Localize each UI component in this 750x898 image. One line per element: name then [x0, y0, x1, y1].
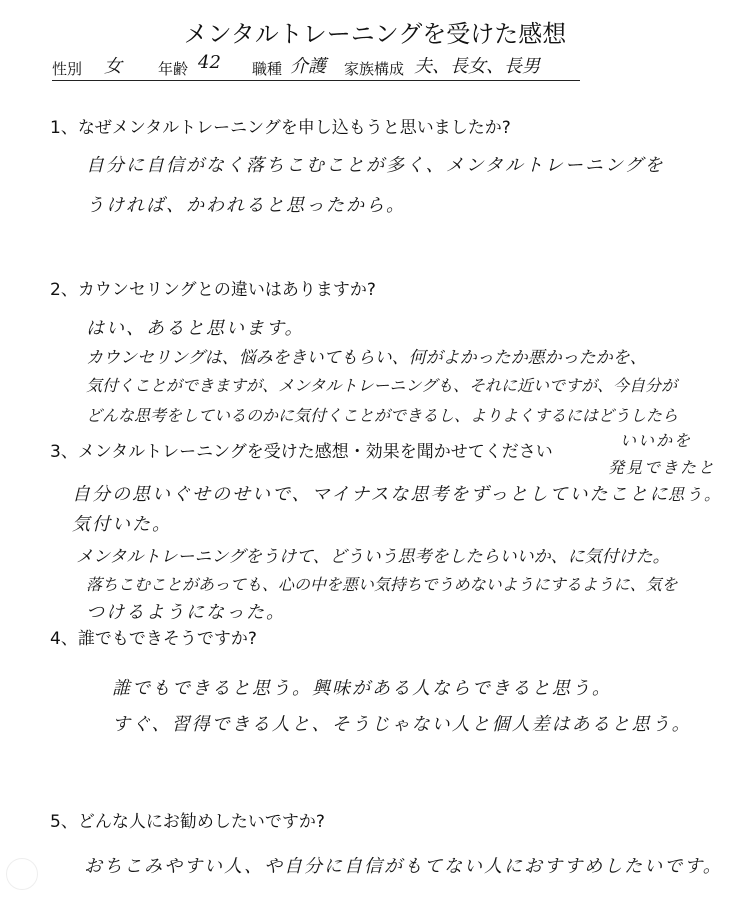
family-label: 家族構成: [344, 60, 405, 78]
age-label: 年齢: [158, 60, 189, 78]
answer-2-line-7: 思う。: [668, 485, 723, 504]
answer-1-line-1: 自分に自信がなく落ちこむことが多く、メンタルトレーニングを: [86, 155, 665, 176]
answer-2-line-1: はい、あると思います。: [86, 318, 305, 339]
answer-2-line-5: いいかを: [620, 431, 693, 450]
question-1: 1、なぜメンタルトレーニングを申し込もうと思いましたか?: [50, 118, 511, 138]
age-value: 42: [198, 52, 221, 73]
answer-1-line-2: うければ、かわれると思ったから。: [86, 195, 406, 216]
answer-4-line-2: すぐ、習得できる人と、そうじゃない人と個人差はあると思う。: [112, 714, 692, 735]
question-5: 5、どんな人にお勧めしたいですか?: [50, 812, 325, 832]
answer-2-line-3: 気付くことができますが、メンタルトレーニングも、それに近いですが、今自分が: [86, 376, 678, 395]
answer-3-line-5: つけるようになった。: [86, 602, 286, 623]
family-value: 夫、長女、長男: [414, 56, 540, 77]
faint-stamp-mark: [6, 858, 38, 890]
sex-label: 性別: [52, 60, 83, 78]
answer-4-line-1: 誰でもできると思う。興味がある人ならできると思う。: [112, 678, 612, 699]
answer-5-line-1: おちこみやすい人、や自分に自信がもてない人におすすめしたいです。: [84, 856, 723, 877]
job-value: 介護: [290, 56, 326, 77]
answer-3-line-4: 落ちこむことがあっても、心の中を悪い気持ちでうめないようにするように、気を: [86, 575, 678, 594]
answer-2-line-2: カウンセリングは、悩みをきいてもらい、何がよかったか悪かったかを、: [86, 348, 647, 368]
answer-2-line-6: 発見できたと: [608, 458, 717, 477]
question-4: 4、誰でもできそうですか?: [50, 629, 257, 649]
question-2: 2、カウンセリングとの違いはありますか?: [50, 280, 376, 300]
answer-3-line-3: メンタルトレーニングをうけて、どういう思考をしたらいいか、に気付けた。: [76, 547, 670, 567]
sex-value: 女: [104, 56, 122, 77]
answer-3-line-2: 気付いた。: [72, 514, 172, 535]
form-title: メンタルトレーニングを受けた感想: [183, 20, 567, 48]
answer-3-line-1: 自分の思いぐせのせいで、マイナスな思考をずっとしていたことに: [72, 484, 670, 505]
job-label: 職種: [252, 60, 283, 78]
question-3: 3、メンタルトレーニングを受けた感想・効果を聞かせてください: [50, 442, 553, 462]
header-underline: [52, 80, 580, 81]
answer-2-line-4: どんな思考をしているのかに気付くことができるし、よりよくするにはどうしたら: [86, 406, 679, 425]
